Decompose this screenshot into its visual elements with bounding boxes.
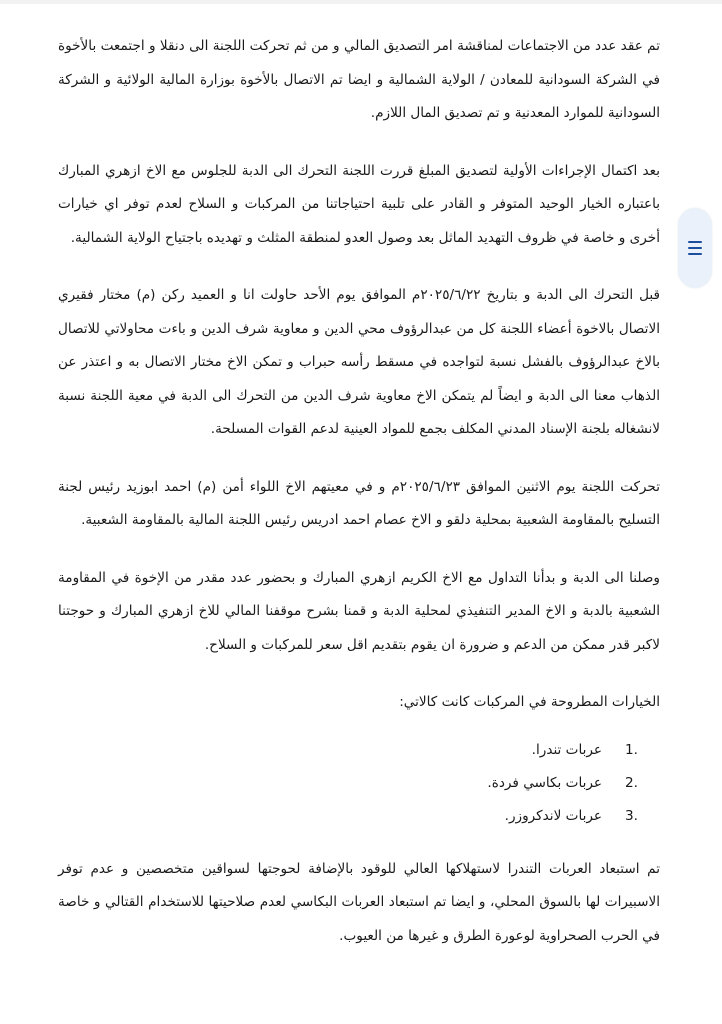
paragraph-4: تحركت اللجنة يوم الاثنين الموافق ٢٠٢٥/٦/٢٣م و في معيتهم الاخ اللواء أمن (م) احمد ابوزيد رئيس لجنة التسليح بالمقاومة الشعبية بمحلية دلقو و الاخ عصام احمد ادريس رئيس اللجنة المالية بالمقاومة الشعبية.: [58, 478, 660, 528]
list-item: [58, 734, 660, 767]
list-item-number: 3.: [625, 807, 638, 824]
closing-paragraph: تم استبعاد العربات التندرا لاستهلاكها العالي للوقود بالإضافة لحوجتها لسواقين متخصصين و عدم توفر الاسبيرات لها بالسوق المحلي، و ايضا تم استبعاد العربات البكاسي لعدم صلاحيتها للاستخدام القتالي و خاصة في الحرب الصحراوية لوعورة الطرق و غيرها من العيوب.: [58, 860, 660, 944]
list-item-number: 1.: [625, 741, 638, 758]
sidebar-menu-tab[interactable]: [678, 208, 712, 288]
list-item-text: عربات لاندكروزر.: [504, 807, 602, 824]
list-item-text: عربات بكاسي فردة.: [487, 774, 602, 791]
paragraph-3: قبل التحرك الى الدبة و بتاريخ ٢٠٢٥/٦/٢٢م الموافق يوم الأحد حاولت انا و العميد ركن (م) مختار فقيري الاتصال بالاخوة أعضاء اللجنة كل من عبدالرؤوف محي الدين و معاوية شرف الدين و باءت محاولاتي للاتصال بالاخ عبدالرؤوف بالفشل نسبة لتواجده في مسقط رأسه حبراب و تمكن الاخ مختار الاتصال به و اعتذر عن الذهاب معنا الى الدبة و ايضاً لم يتمكن الاخ معاوية شرف الدين من التحرك الى الدبة في معية اللجنة نسبة لانشغاله بلجنة الإسناد المدني المكلف بجمع للمواد العينية لدعم القوات المسلحة.: [58, 287, 660, 437]
list-item-text: عربات تندرا.: [531, 741, 602, 758]
paragraph-1: تم عقد عدد من الاجتماعات لمناقشة امر التصديق المالي و من ثم تحركت اللجنة الى دنقلا و اجتمعت بالأخوة في الشركة السودانية للمعادن / الولاية الشمالية و ايضا تم الاتصال بالأخوة بوزارة المالية الولائية و الشركة السودانية للموارد المعدنية و تم تصديق المال اللازم.: [58, 38, 660, 121]
list-item-number: 2.: [625, 774, 638, 791]
options-list: [58, 734, 660, 833]
list-item: [58, 800, 660, 833]
paragraph-5: وصلنا الى الدبة و بدأنا التداول مع الاخ الكريم ازهري المبارك و بحضور عدد مقدر من الإخوة في المقاومة الشعبية بالدبة و الاخ المدير التنفيذي لمحلية الدبة و قمنا بشرح موقفنا المالي للاخ ازهري المبارك و حوجتنا لاكبر قدر ممكن من الدعم و ضرورة ان يقوم بتقديم اقل سعر للمركبات و السلاح.: [58, 569, 660, 653]
top-edge-strip: [0, 0, 722, 4]
paragraph-2: بعد اكتمال الإجراءات الأولية لتصديق المبلغ قررت اللجنة التحرك الى الدبة للجلوس مع الاخ ازهري المبارك باعتباره الخيار الوحيد المتوفر و القادر على تلبية احتياجاتنا من المركبات و السلاح لعدم توفر اي خيارات أخرى و خاصة في ظروف التهديد الماثل بعد وصول العدو لمنطقة المثلث و تهديده باجتياح الولاية الشمالية.: [58, 162, 660, 246]
list-item: [58, 767, 660, 800]
options-heading: الخيارات المطروحة في المركبات كانت كالاتي:: [399, 694, 660, 710]
document-page: [58, 30, 660, 977]
